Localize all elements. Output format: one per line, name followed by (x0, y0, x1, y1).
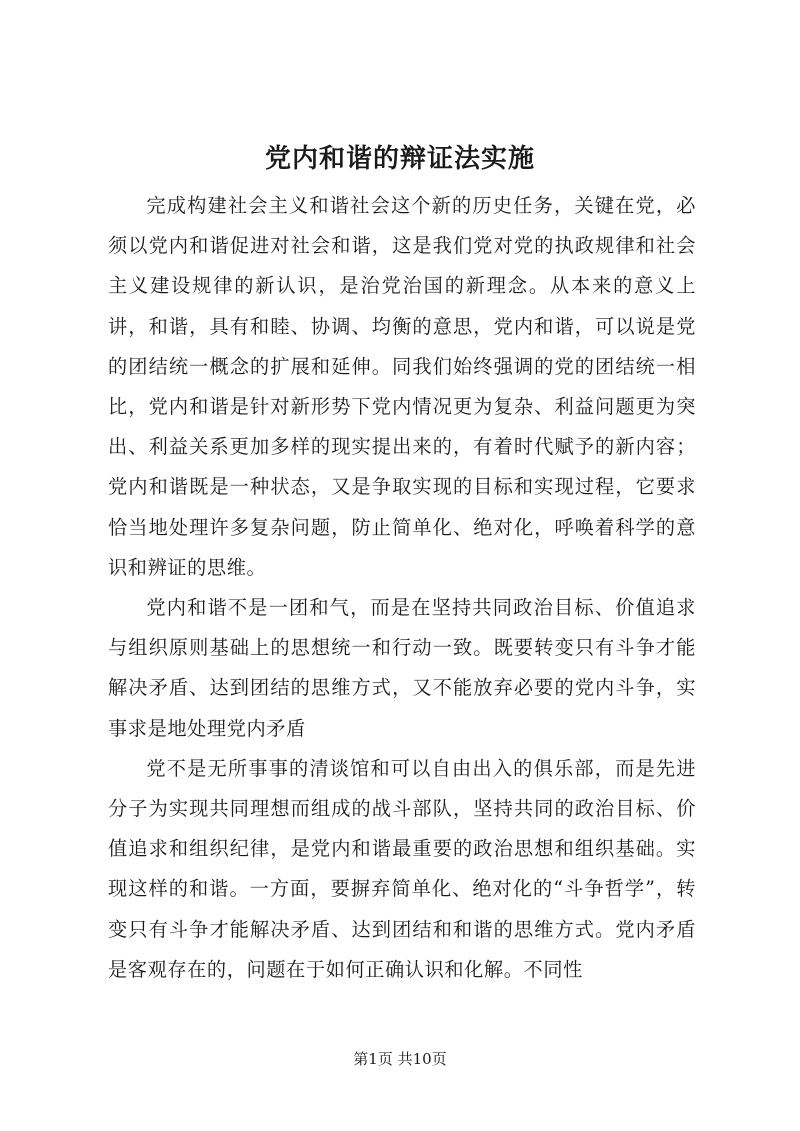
page-number-footer: 第1页 共10页 (353, 1050, 447, 1068)
document-body (108, 186, 696, 990)
document-title: 党内和谐的辩证法实施 (264, 144, 535, 174)
paragraph-1: 完成构建社会主义和谐社会这个新的历史任务，关键在党，必须以党内和谐促进对社会和谐，这是我们党对党的执政规律和社会主义建设规律的新认识，是治党治国的新理念。从本来的意义上讲，和谐，具有和睦、协调、均衡的意思，党内和谐，可以说是党的团结统一概念的扩展和延伸。同我们始终强调的党的团结统一相比，党内和谐是针对新形势下党内情况更为复杂、利益问题更为突出、利益关系更加多样的现实提出来的，有着时代赋予的新内容；党内和谐既是一种状态，又是争取实现的目标和实现过程，它要求恰当地处理许多复杂问题，防止简单化、绝对化，呼唤着科学的意识和辨证的思维。 (108, 194, 696, 579)
paragraph-2: 党内和谐不是一团和气，而是在坚持共同政治目标、价值追求与组织原则基础上的思想统一和行动一致。既要转变只有斗争才能解决矛盾、达到团结的思维方式，又不能放弃必要的党内斗争，实事求是地处理党内矛盾 (108, 596, 696, 740)
paragraph-3: 党不是无所事事的清谈馆和可以自由出入的俱乐部，而是先进分子为实现共同理想而组成的战斗部队，坚持共同的政治目标、价值追求和组织纪律，是党内和谐最重要的政治思想和组织基础。实现这样的和谐。一方面，要摒弃简单化、绝对化的“斗争哲学”，转变只有斗争才能解决矛盾、达到团结和和谐的思维方式。党内矛盾是客观存在的，问题在于如何正确认识和化解。不同性 (108, 756, 696, 981)
